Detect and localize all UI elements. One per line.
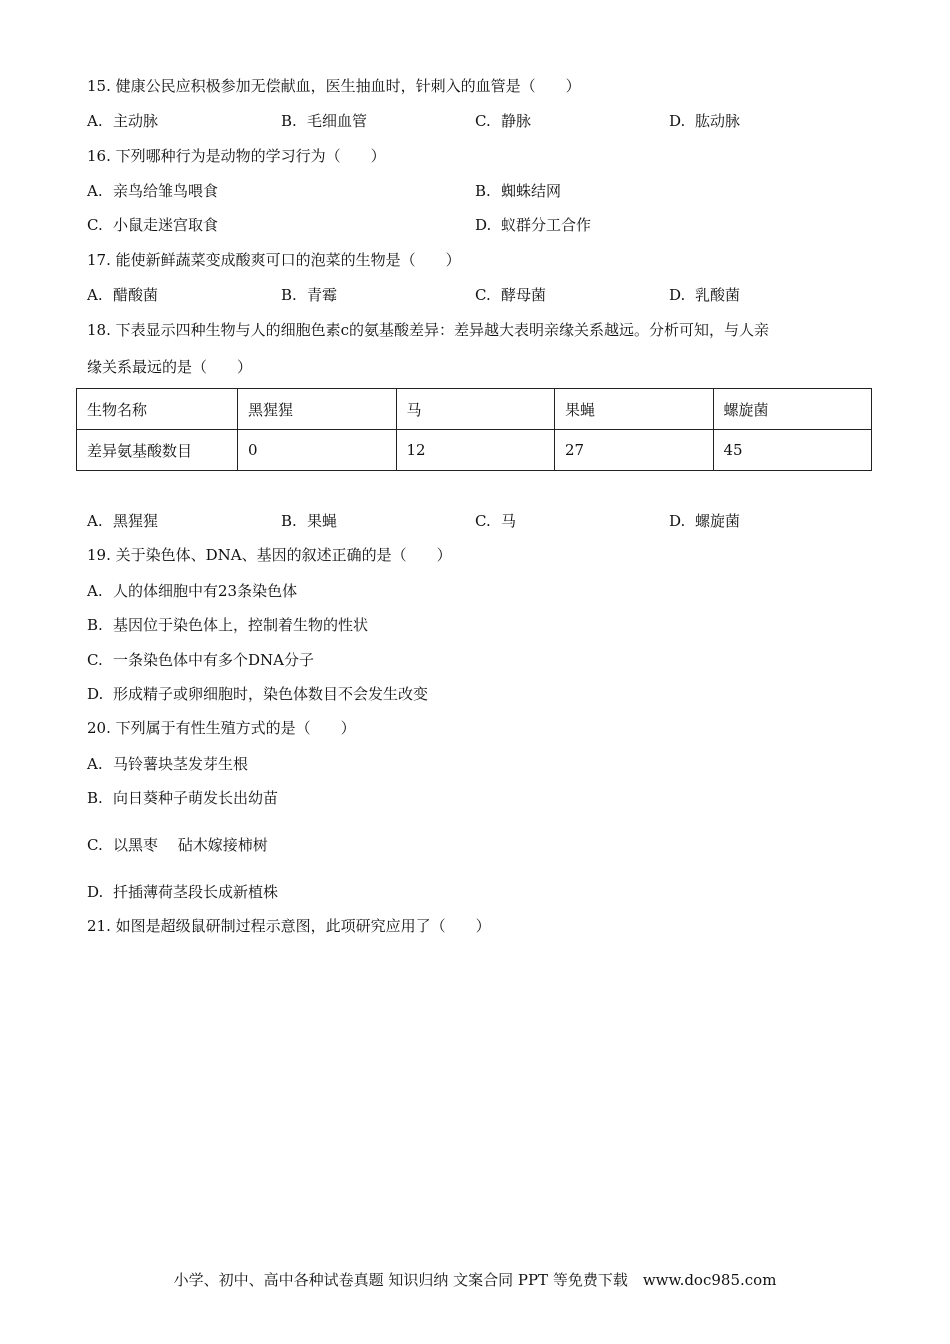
q20-option-b	[87, 788, 278, 808]
option-text: 乳酸菌	[695, 286, 741, 304]
option-letter: A.	[87, 582, 103, 600]
option-text: 马铃薯块茎发芽生根	[113, 755, 249, 773]
q19-option-d	[87, 684, 428, 704]
table-cell: 45	[713, 430, 872, 471]
q18-option-c	[475, 511, 516, 531]
q19-option-b	[87, 615, 368, 635]
option-letter: B.	[281, 512, 297, 530]
option-text: 一条染色体中有多个DNA分子	[113, 651, 314, 669]
q15-option-b	[281, 111, 367, 131]
option-letter: A.	[87, 112, 103, 130]
table-cell: 12	[396, 430, 555, 471]
option-text: 果蝇	[307, 512, 338, 530]
option-text: 向日葵种子萌发长出幼苗	[113, 789, 279, 807]
table-cell: 黑猩猩	[238, 389, 397, 430]
q15-option-a	[87, 111, 158, 131]
q18-option-a	[87, 511, 158, 531]
option-letter: C.	[475, 112, 491, 130]
option-letter: D.	[87, 685, 104, 703]
q17-option-d	[669, 285, 740, 305]
option-letter: D.	[475, 216, 492, 234]
q20-option-a	[87, 754, 248, 774]
option-letter: C.	[87, 651, 103, 669]
question-21-stem: 21. 如图是超级鼠研制过程示意图，此项研究应用了（ ）	[87, 917, 491, 935]
option-letter: A.	[87, 182, 103, 200]
q20-option-d	[87, 882, 278, 902]
option-text: 亲鸟给雏鸟喂食	[113, 182, 219, 200]
q17-option-c	[475, 285, 546, 305]
option-text: 黑猩猩	[113, 512, 159, 530]
option-text: 毛细血管	[307, 112, 368, 130]
option-text: 以黑枣 砧木嫁接柿树	[113, 836, 268, 854]
option-letter: C.	[87, 836, 103, 854]
table-cell: 27	[555, 430, 714, 471]
option-text: 酵母菌	[501, 286, 547, 304]
table-cell: 马	[396, 389, 555, 430]
option-letter: D.	[669, 112, 686, 130]
q17-option-b	[281, 285, 337, 305]
table-row	[77, 430, 872, 471]
option-text: 蜘蛛结网	[501, 182, 562, 200]
option-letter: C.	[475, 512, 491, 530]
table-cell: 螺旋菌	[713, 389, 872, 430]
table-header-row	[77, 389, 872, 430]
option-letter: B.	[475, 182, 491, 200]
question-16-stem: 16. 下列哪种行为是动物的学习行为（ ）	[87, 147, 386, 165]
cytochrome-c-table	[76, 388, 872, 471]
table-cell: 差异氨基酸数目	[77, 430, 238, 471]
option-text: 主动脉	[113, 112, 159, 130]
q16-option-d	[475, 215, 591, 235]
table-cell: 0	[238, 430, 397, 471]
option-text: 醋酸菌	[113, 286, 159, 304]
option-text: 肱动脉	[695, 112, 741, 130]
table-cell: 果蝇	[555, 389, 714, 430]
option-text: 静脉	[501, 112, 532, 130]
option-text: 基因位于染色体上，控制着生物的性状	[113, 616, 369, 634]
q18-option-d	[669, 511, 740, 531]
q20-option-c	[87, 835, 268, 855]
option-text: 蚁群分工合作	[501, 216, 592, 234]
question-18-stem-line1: 18. 下表显示四种生物与人的细胞色素c的氨基酸差异：差异越大表明亲缘关系越远。分析可知，与人亲	[87, 321, 770, 339]
option-text: 形成精子或卵细胞时，染色体数目不会发生改变	[113, 685, 429, 703]
option-text: 人的体细胞中有23条染色体	[113, 582, 298, 600]
q19-option-a	[87, 581, 297, 601]
option-letter: D.	[669, 512, 686, 530]
question-18-stem-line2: 缘关系最远的是（ ）	[87, 358, 253, 376]
q18-option-b	[281, 511, 337, 531]
question-20-stem: 20. 下列属于有性生殖方式的是（ ）	[87, 719, 356, 737]
option-text: 青霉	[307, 286, 338, 304]
q16-option-c	[87, 215, 218, 235]
option-letter: B.	[281, 286, 297, 304]
q19-option-c	[87, 650, 314, 670]
option-letter: C.	[87, 216, 103, 234]
option-text: 马	[501, 512, 517, 530]
option-letter: B.	[87, 616, 103, 634]
option-letter: D.	[669, 286, 686, 304]
question-17-stem: 17. 能使新鲜蔬菜变成酸爽可口的泡菜的生物是（ ）	[87, 251, 461, 269]
q16-option-b	[475, 181, 561, 201]
option-letter: C.	[475, 286, 491, 304]
option-letter: B.	[87, 789, 103, 807]
option-text: 螺旋菌	[695, 512, 741, 530]
table-cell: 生物名称	[77, 389, 238, 430]
option-letter: D.	[87, 883, 104, 901]
q17-option-a	[87, 285, 158, 305]
option-letter: A.	[87, 512, 103, 530]
q15-option-d	[669, 111, 740, 131]
q16-option-a	[87, 181, 218, 201]
question-15-stem: 15. 健康公民应积极参加无偿献血，医生抽血时，针刺入的血管是（ ）	[87, 77, 581, 95]
option-text: 扦插薄荷茎段长成新植株	[113, 883, 279, 901]
option-text: 小鼠走迷宫取食	[113, 216, 219, 234]
option-letter: B.	[281, 112, 297, 130]
q15-option-c	[475, 111, 531, 131]
page-footer: 小学、初中、高中各种试卷真题 知识归纳 文案合同 PPT 等免费下载 www.doc985.com	[173, 1271, 777, 1289]
option-letter: A.	[87, 755, 103, 773]
question-19-stem: 19. 关于染色体、DNA、基因的叙述正确的是（ ）	[87, 546, 452, 564]
option-letter: A.	[87, 286, 103, 304]
